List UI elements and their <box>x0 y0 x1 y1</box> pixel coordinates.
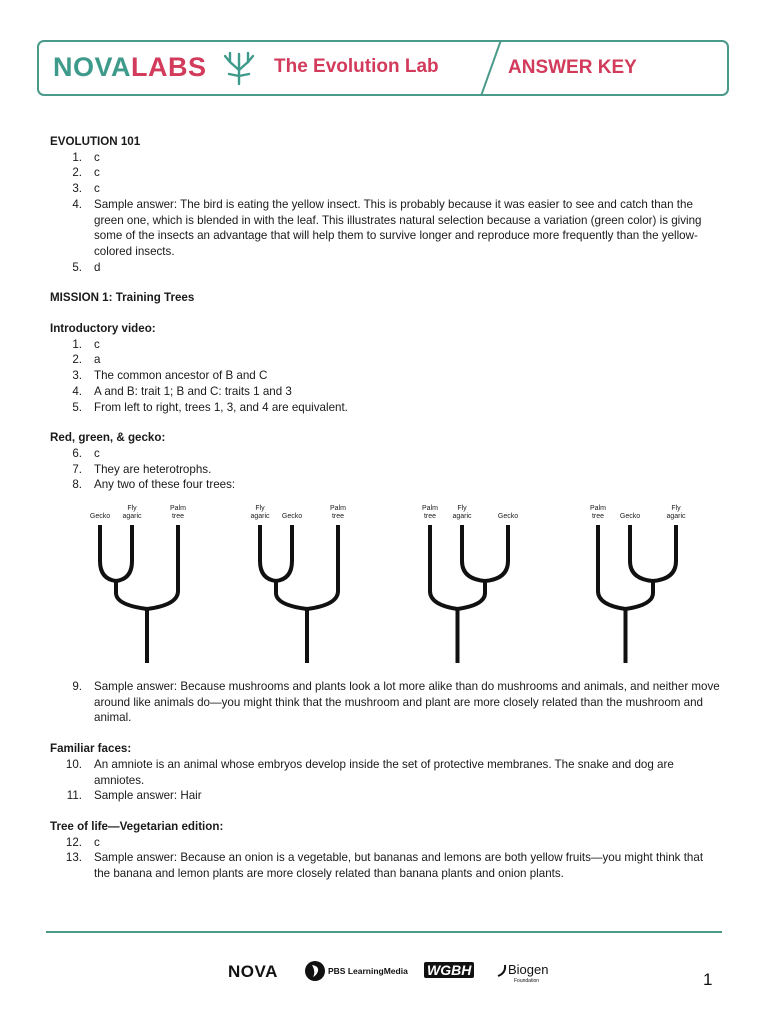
section-heading: EVOLUTION 101 <box>50 135 141 148</box>
answer-number: 1. <box>72 337 82 351</box>
footer-nova-logo: NOVA <box>228 962 278 981</box>
answer-text: Sample answer: Because an onion is a vegetable, but bananas and lemons are both yellow fruits—you might think that the banana and lemon plants are more closely related than banana plants and onion plants. <box>94 851 704 881</box>
answer-item <box>50 462 720 478</box>
tree-branches <box>410 525 530 665</box>
logo-labs-text: LABS <box>131 52 207 82</box>
tree-branches <box>578 525 698 665</box>
answer-text: From left to right, trees 1, 3, and 4 are equivalent. <box>94 400 348 414</box>
answer-section <box>50 679 720 726</box>
tree-branch-path <box>260 525 338 663</box>
answer-number: 5. <box>72 400 82 414</box>
answer-text: Sample answer: Because mushrooms and plants look a lot more alike than do mushrooms and animals, and neither move around like animals do—you might think that the mushroom and plant are more closely related than the mushroom and animal. <box>94 680 720 725</box>
answer-text: c <box>94 150 100 164</box>
answer-item <box>50 757 720 788</box>
answer-item <box>50 181 720 197</box>
section-heading: Introductory video: <box>50 322 156 336</box>
pbs-head-icon <box>304 960 326 982</box>
answer-text: A and B: trait 1; B and C: traits 1 and 3 <box>94 384 292 398</box>
answer-text: c <box>94 182 100 196</box>
answer-item <box>50 337 720 353</box>
tree-icon <box>221 50 257 86</box>
answer-item <box>50 260 720 276</box>
answer-section <box>50 134 720 275</box>
answer-number: 10. <box>65 757 82 771</box>
section-heading: Tree of life—Vegetarian edition: <box>50 819 224 833</box>
answer-item <box>50 150 720 166</box>
answer-item <box>50 788 720 804</box>
answer-number: 9. <box>72 680 82 693</box>
cladogram <box>240 505 350 665</box>
tree-tip-label: Palm tree <box>330 505 346 520</box>
answer-number: 13. <box>65 851 82 865</box>
answer-number: 4. <box>72 384 82 398</box>
answer-number: 3. <box>72 182 82 196</box>
tree-tip-label: Gecko <box>281 513 303 520</box>
tree-tip-label: Fly agaric <box>666 505 686 520</box>
answer-section <box>50 819 720 882</box>
tree-branches <box>240 525 360 665</box>
tree-tip-label: Gecko <box>497 513 519 520</box>
footer-biogen-sub: Foundation <box>514 978 540 984</box>
answer-section <box>50 321 720 415</box>
answer-text: They are heterotrophs. <box>94 462 212 476</box>
answer-item <box>50 165 720 181</box>
answer-list <box>50 337 720 416</box>
answer-list <box>50 757 720 804</box>
answer-text: d <box>94 260 101 274</box>
answer-number: 1. <box>72 150 82 164</box>
section-heading: Red, green, & gecko: <box>50 431 166 445</box>
phylogenetic-trees <box>80 505 700 665</box>
footer-logos <box>228 958 558 988</box>
lab-title: The Evolution Lab <box>274 56 439 77</box>
answer-number: 8. <box>72 478 82 492</box>
answer-text: c <box>94 835 100 849</box>
cladogram <box>578 505 688 665</box>
answer-item <box>50 446 720 462</box>
answer-text: An amniote is an animal whose embryos develop inside the set of protective membranes. The snake and dog are amniotes. <box>94 757 674 787</box>
answer-number: 5. <box>72 260 82 274</box>
divider-slash <box>477 40 505 96</box>
answer-number: 2. <box>72 166 82 180</box>
answer-section <box>50 430 720 493</box>
answer-sections-upper <box>50 134 720 508</box>
footer-pbs-logo: PBS LearningMedia <box>328 966 408 976</box>
tree-tip-label: Palm tree <box>170 505 186 520</box>
novalabs-logo <box>53 52 207 83</box>
tree-tip-label: Palm tree <box>590 505 606 520</box>
answer-item <box>50 400 720 416</box>
header-banner <box>37 40 729 96</box>
answer-section <box>50 741 720 804</box>
answer-sections-lower <box>50 679 720 897</box>
answer-text: Any two of these four trees: <box>94 478 236 492</box>
answer-text: The common ancestor of B and C <box>94 369 268 383</box>
answer-text: c <box>94 337 100 351</box>
tree-tip-label: Palm tree <box>422 505 438 520</box>
answer-number: 11. <box>66 789 82 803</box>
answer-item <box>50 384 720 400</box>
answer-text: c <box>94 166 100 180</box>
answer-number: 3. <box>72 369 82 383</box>
footer-divider <box>46 931 722 933</box>
answer-text: a <box>94 353 101 367</box>
answer-list <box>50 150 720 276</box>
answer-list <box>50 679 720 726</box>
answer-item <box>50 679 720 726</box>
answer-section <box>50 290 720 306</box>
answer-number: 2. <box>72 353 82 367</box>
logo-nova-text: NOVA <box>53 52 132 82</box>
answer-item <box>50 197 720 260</box>
tree-branches <box>80 525 200 665</box>
tree-branch-path <box>598 525 676 663</box>
answer-list <box>50 835 720 882</box>
answer-key-label: ANSWER KEY <box>508 57 637 78</box>
answer-number: 12. <box>65 835 82 849</box>
tree-tip-label: Gecko <box>619 513 641 520</box>
biogen-mark-icon <box>496 963 508 977</box>
section-heading: Familiar faces: <box>50 742 132 756</box>
answer-list <box>50 446 720 493</box>
page-number: 1 <box>703 970 713 989</box>
footer-biogen-logo: Biogen <box>508 962 549 977</box>
tree-tip-label: Gecko <box>89 513 111 520</box>
cladogram <box>80 505 190 665</box>
tree-tip-label: Fly agaric <box>250 505 270 520</box>
tree-branch-path <box>430 525 508 663</box>
tree-tip-label: Fly agaric <box>122 505 142 520</box>
answer-number: 6. <box>72 446 82 460</box>
answer-text: Sample answer: The bird is eating the yellow insect. This is probably because it was easier to see and catch than the green one, which is blended in with the leaf. This illustrates natural selection because a variation (green color) is giving some of the insects an advantage that will help them to survive longer and reproduce more frequently than the yellow-colored insects. <box>94 197 702 258</box>
tree-branch-path <box>100 525 178 663</box>
tree-tip-label: Fly agaric <box>452 505 472 520</box>
footer-wgbh-logo: WGBH <box>424 962 474 978</box>
answer-number: 4. <box>72 197 82 211</box>
answer-item <box>50 368 720 384</box>
answer-number: 7. <box>72 462 82 476</box>
answer-item <box>50 352 720 368</box>
answer-item <box>50 850 720 881</box>
answer-item <box>50 835 720 851</box>
answer-text: c <box>94 446 100 460</box>
answer-text: Sample answer: Hair <box>94 789 202 803</box>
answer-item <box>50 477 720 493</box>
section-heading: MISSION 1: Training Trees <box>50 291 195 305</box>
cladogram <box>410 505 520 665</box>
